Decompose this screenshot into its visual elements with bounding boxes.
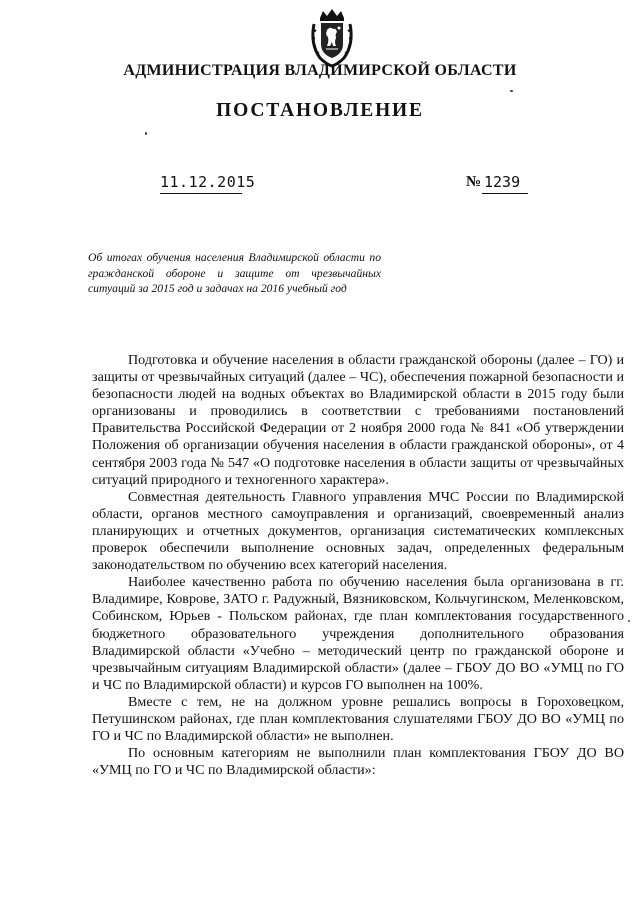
body-paragraph: Наиболее качественно работа по обучению населения была организована в гг. Владимире, Коврове, ЗАТО г. Радужный, Вязниковском, Кольчугинском, Меленковском, Собинском, Юрьев - Польском районах, где план комплектования государственного бюджетного образовательного учреждения дополнительного образования Владимирской области «Учебно – методический центр по гражданской обороне и чрезвычайным ситуациям Владимирской области» (далее – ГБОУ ДО ВО «УМЦ по ГО и ЧС по Владимирской области) и курсов ГО выполнен на 100%. — [92, 574, 624, 693]
body-paragraph: Вместе с тем, не на должном уровне решались вопросы в Гороховецком, Петушинском районах, где план комплектования слушателями ГБОУ ДО ВО «УМЦ по ГО и ЧС по Владимирской области» не выполнен. — [92, 693, 624, 745]
body-paragraph: По основным категориям не выполнили план комплектования ГБОУ ДО ВО «УМЦ по ГО и ЧС по Владимирской области»: — [92, 745, 624, 779]
document-subject: Об итогах обучения населения Владимирской области по гражданской обороне и защите от чрезвычайных ситуаций за 2015 год и задачах на 2016 учебный год — [88, 251, 381, 295]
document-type-heading: ПОСТАНОВЛЕНИЕ — [216, 100, 424, 121]
organization-title: АДМИНИСТРАЦИЯ ВЛАДИМИРСКОЙ ОБЛАСТИ — [123, 62, 517, 79]
number-underline — [482, 193, 528, 194]
body-paragraph: Совместная деятельность Главного управления МЧС России по Владимирской области, органов местного самоуправления и организаций, своевременный анализ планирующих и отчетных документов, организация систематических комплексных проверок обеспечили выполнение основных задач, определенных федеральным законодательством по обучению всех категорий населения. — [92, 488, 624, 574]
document-date: 11.12.2015 — [160, 173, 256, 191]
document-number: 1239 — [484, 173, 521, 191]
scan-speck — [628, 620, 630, 622]
date-underline — [160, 193, 242, 194]
document-body — [92, 352, 624, 779]
coat-of-arms-icon — [308, 8, 356, 68]
body-paragraph: Подготовка и обучение населения в области гражданской обороны (далее – ГО) и защиты от чрезвычайных ситуаций (далее – ЧС), обеспечения пожарной безопасности и безопасности людей на водных объектах во Владимирской области в 2015 году были организованы и проводились в соответствии с требованиями постановлений Правительства Российской Федерации от 2 ноября 2000 года № 841 «Об утверждении Положения об организации обучения населения в области гражданской обороны», от 4 сентября 2003 года № 547 «О подготовке населения в области защиты от чрезвычайных ситуаций природного и техногенного характера». — [92, 352, 624, 488]
scan-speck — [145, 132, 147, 135]
number-sign: № — [466, 174, 482, 190]
scan-speck — [510, 90, 513, 92]
